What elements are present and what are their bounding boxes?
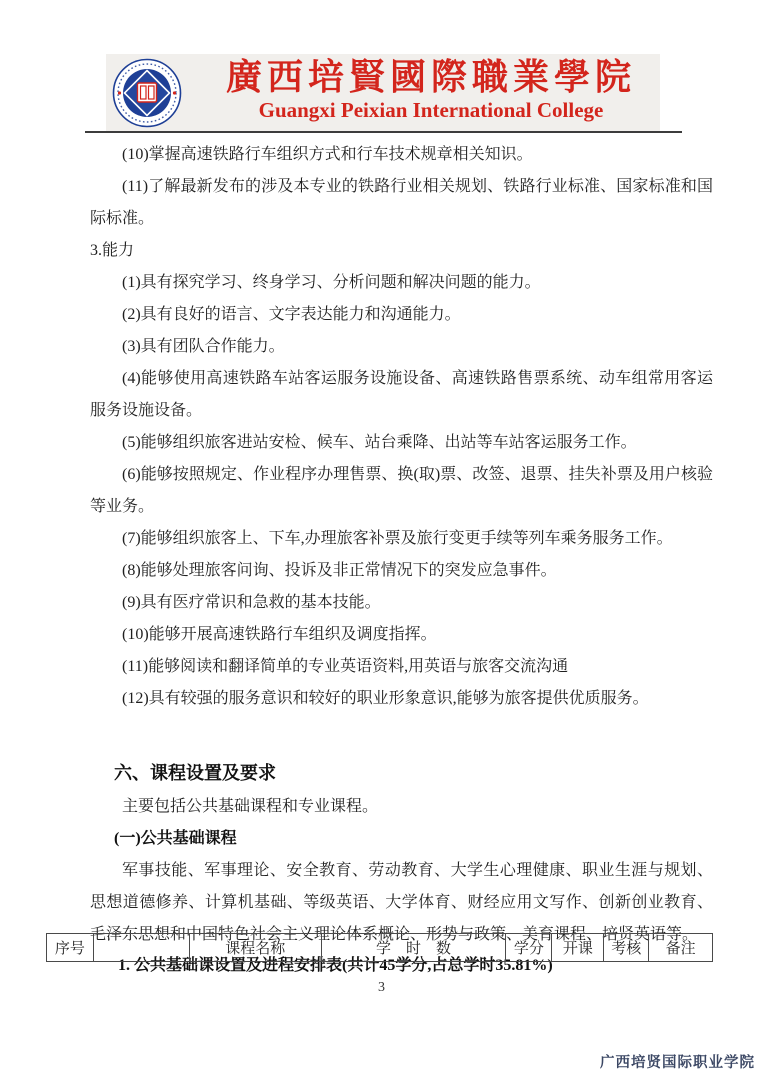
ability-item: (11)能够阅读和翻译简单的专业英语资料,用英语与旅客交流沟通: [122, 658, 569, 675]
ability-item: (12)具有较强的服务意识和较好的职业形象意识,能够为旅客提供优质服务。: [122, 690, 649, 707]
course-table-caption: 1. 公共基础课设置及进程安排表(共计45学分,占总学时35.81%): [118, 957, 553, 974]
ability-item: (9)具有医疗常识和急救的基本技能。: [122, 594, 381, 611]
col-header-hours: 学 时 数: [321, 934, 505, 962]
section-heading-courses: 六、课程设置及要求: [114, 763, 276, 783]
ability-item: (4)能够使用高速铁路车站客运服务设施设备、高速铁路售票系统、动车组常用客运服务设施设备。: [90, 370, 713, 419]
col-header-credits: 学分: [506, 934, 552, 962]
page-number: 3: [378, 980, 385, 995]
college-header-banner: [106, 54, 660, 131]
header-divider: [85, 131, 682, 133]
subsection-heading-public-basic: (一)公共基础课程: [114, 830, 237, 847]
table-header-row: [47, 934, 713, 962]
college-titles: [206, 55, 656, 123]
knowledge-item: (11)了解最新发布的涉及本专业的铁路行业相关规划、铁路行业标准、国家标准和国际标准。: [90, 178, 713, 227]
ability-item: (1)具有探究学习、终身学习、分析问题和解决问题的能力。: [122, 274, 541, 291]
ability-item: (8)能够处理旅客问询、投诉及非正常情况下的突发应急事件。: [122, 562, 557, 579]
col-header-category: [93, 934, 189, 962]
ability-item: (10)能够开展高速铁路行车组织及调度指挥。: [122, 626, 437, 643]
course-schedule-table: [46, 933, 713, 962]
col-header-seq: 序号: [47, 934, 94, 962]
section-intro: 主要包括公共基础课程和专业课程。: [122, 798, 379, 815]
college-name-en: Guangxi Peixian International College: [258, 98, 604, 122]
ability-item: (2)具有良好的语言、文字表达能力和沟通能力。: [122, 306, 461, 323]
footer-watermark: 广西培贤国际职业学院: [600, 1055, 755, 1071]
knowledge-item: (10)掌握高速铁路行车组织方式和行车技术规章相关知识。: [122, 146, 533, 163]
ability-heading: 3.能力: [90, 242, 135, 259]
document-body: [90, 139, 713, 981]
college-emblem-icon: [112, 58, 182, 128]
subsection-paragraph: 军事技能、军事理论、安全教育、劳动教育、大学生心理健康、职业生涯与规划、思想道德修养、计算机基础、等级英语、大学体育、财经应用文写作、创新创业教育、毛泽东思想和中国特色社会主义理论体系概论、形势与政策、美育课程、培贤英语等。: [90, 862, 713, 943]
col-header-exam: 考核: [604, 934, 649, 962]
col-header-remarks: 备注: [649, 934, 713, 962]
ability-item: (5)能够组织旅客进站安检、候车、站台乘降、出站等车站客运服务工作。: [122, 434, 637, 451]
ability-item: (3)具有团队合作能力。: [122, 338, 285, 355]
ability-item: (7)能够组织旅客上、下车,办理旅客补票及旅行变更手续等列车乘务服务工作。: [122, 530, 673, 547]
col-header-term: 开课: [552, 934, 604, 962]
col-header-course: 课程名称: [189, 934, 321, 962]
college-name-zh: 廣西培賢國際職業學院: [225, 57, 636, 97]
ability-item: (6)能够按照规定、作业程序办理售票、换(取)票、改签、退票、挂失补票及用户核验等业务。: [90, 466, 713, 515]
